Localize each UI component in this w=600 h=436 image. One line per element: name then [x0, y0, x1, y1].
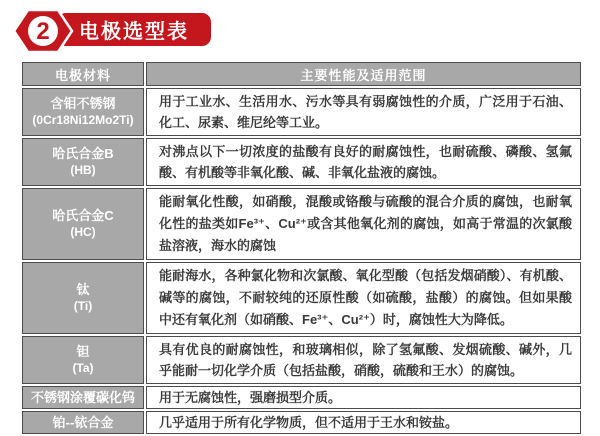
- material-name: 钛: [76, 282, 90, 297]
- material-name: 哈氏合金B: [52, 146, 114, 161]
- material-name: 铂--铱合金: [52, 415, 114, 430]
- description-cell: 能耐海水，各种氯化物和次氯酸、氧化型酸（包括发烟硝酸）、有机酸、碱等的腐蚀，不耐较纯的还原性酸（如硫酸，盐酸）的腐蚀。但如果酸中还有氧化剂（如硝酸、Fe³⁺、Cu²⁺）时，腐蚀性大为降低。: [146, 262, 581, 334]
- material-cell: [22, 262, 144, 334]
- material-cell: [22, 138, 144, 186]
- material-code: (Ti): [73, 299, 93, 313]
- material-code: (0Cr18Ni12Mo2Ti): [32, 113, 134, 127]
- electrode-selection-table: [20, 60, 583, 436]
- description-cell: 能耐氧化性酸，如硝酸，混酸或铬酸与硫酸的混合介质的腐蚀，也耐氧化性的盐类如Fe³⁺、Cu²⁺或含其他氧化剂的腐蚀，如高于常温的次氯酸盐溶液，海水的腐蚀: [146, 188, 581, 260]
- table-row: [22, 138, 581, 186]
- description-cell: 几乎适用于所有化学物质，但不适用于王水和铵盐。: [146, 411, 581, 434]
- table-row: [22, 88, 581, 136]
- section-number-badge: [12, 6, 74, 56]
- material-name: 钽: [76, 344, 90, 359]
- table-row: [22, 386, 581, 409]
- material-code: (HB): [70, 163, 96, 177]
- electrode-table-container: [20, 60, 583, 436]
- description-cell: 具有优良的耐腐蚀性，和玻璃相似，除了氢氟酸、发烟硫酸、碱外，几乎能耐一切化学介质（包括盐酸，硝酸，硫酸和王水）的腐蚀。: [146, 336, 581, 384]
- column-header-properties: 主要性能及适用范围: [146, 62, 581, 86]
- badge-number: 2: [36, 18, 50, 45]
- description-cell: 对沸点以下一切浓度的盐酸有良好的耐腐蚀性，也耐硫酸、磷酸、氢氟酸、有机酸等非氧化酸、碱、非氧化盐液的腐蚀。: [146, 138, 581, 186]
- material-cell: [22, 188, 144, 260]
- table-row: [22, 262, 581, 334]
- material-name: 哈氏合金C: [52, 208, 114, 223]
- table-header-row: [22, 62, 581, 86]
- material-cell: [22, 386, 144, 409]
- material-cell: [22, 88, 144, 136]
- material-name: 含钼不锈钢: [50, 96, 116, 111]
- material-code: (Ta): [72, 361, 94, 375]
- table-row: [22, 188, 581, 260]
- description-cell: 用于无腐蚀性，强磨损型介质。: [146, 386, 581, 409]
- material-cell: [22, 336, 144, 384]
- section-banner: [57, 13, 211, 46]
- description-cell: 用于工业水、生活用水、污水等具有弱腐蚀性的介质，广泛用于石油、化工、尿素、维尼纶等工业。: [146, 88, 581, 136]
- material-name: 不锈钢涂覆碳化钨: [30, 390, 135, 405]
- table-row: [22, 336, 581, 384]
- column-header-material: 电极材料: [22, 62, 144, 86]
- material-code: (HC): [70, 225, 96, 239]
- section-title: 电极选型表: [79, 21, 189, 43]
